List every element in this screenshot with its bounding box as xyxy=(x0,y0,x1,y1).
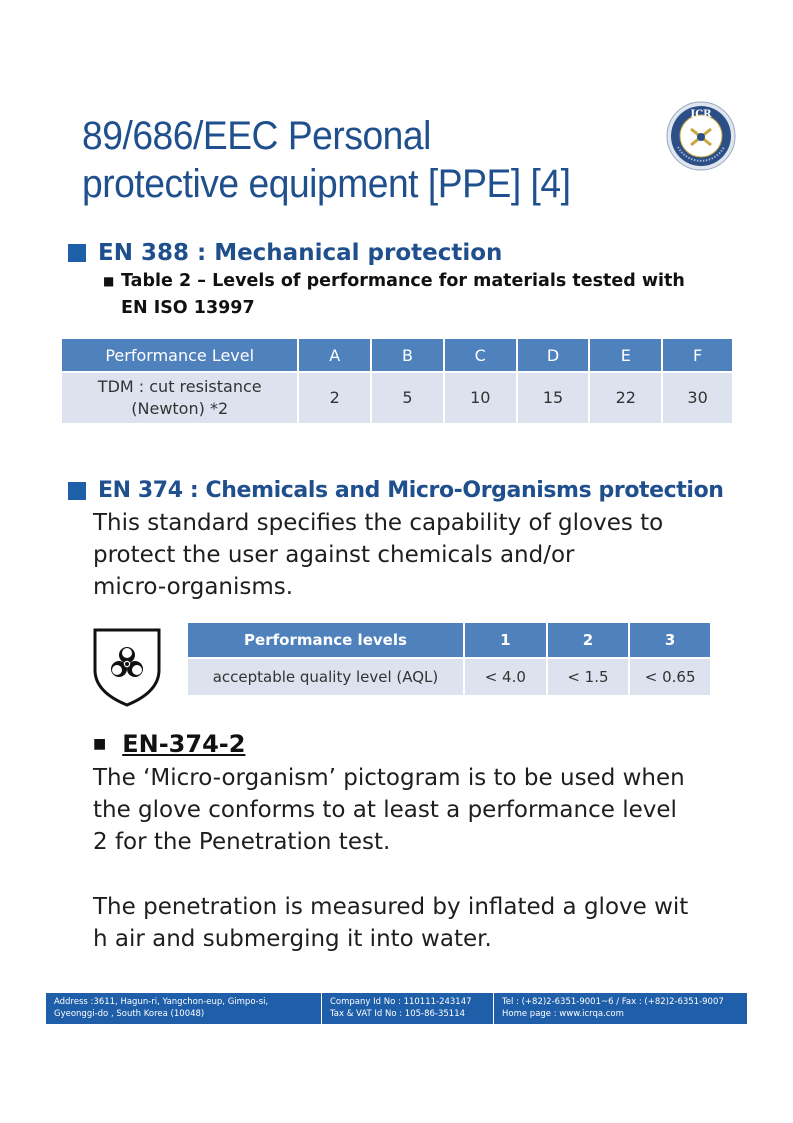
table-cell: < 4.0 xyxy=(464,658,547,696)
table-header-cell: Performance levels xyxy=(187,622,464,658)
table2-bullet-line-1: Table 2 – Levels of performance for materials tested with xyxy=(121,271,685,291)
en3742-p2-line-1: The penetration is measured by inflated a glove wit xyxy=(93,894,689,920)
page-title xyxy=(82,112,640,208)
biohazard-shield-icon xyxy=(91,626,163,708)
square-bullet-small-icon: ■ xyxy=(93,736,107,752)
table-header-cell: E xyxy=(589,338,662,372)
table-cell: 30 xyxy=(662,372,733,424)
row-label-line-2: (Newton) *2 xyxy=(131,399,229,418)
en374-description-line-2: protect the user against chemicals and/or xyxy=(93,542,575,568)
table-header-cell: F xyxy=(662,338,733,372)
table-row xyxy=(187,658,711,696)
section-en388-heading-text: EN 388 : Mechanical protection xyxy=(98,240,503,266)
table-header-cell: D xyxy=(517,338,590,372)
table2-bullet xyxy=(103,268,743,322)
footer-company-line-1: Company Id No : 110111-243147 xyxy=(330,997,472,1007)
page-footer xyxy=(46,993,747,1024)
en374-performance-table xyxy=(186,621,712,697)
en388-performance-table xyxy=(60,337,734,425)
table-header-row xyxy=(187,622,711,658)
table-header-row xyxy=(61,338,733,372)
en3742-p1-line-1: The ‘Micro-organism’ pictogram is to be used when xyxy=(93,765,685,791)
section-en388-heading xyxy=(68,240,502,266)
table-cell: < 0.65 xyxy=(629,658,711,696)
table-header-cell: 1 xyxy=(464,622,547,658)
en374-description xyxy=(93,507,743,603)
table-header-cell: 2 xyxy=(547,622,630,658)
section-en374-heading-text: EN 374 : Chemicals and Micro-Organisms protection xyxy=(98,478,724,503)
en3742-heading-text: EN-374-2 xyxy=(122,730,246,758)
en374-description-line-1: This standard specifies the capability of gloves to xyxy=(93,510,664,536)
footer-company-ids xyxy=(322,993,494,1024)
en3742-heading xyxy=(93,730,245,758)
table-cell: < 1.5 xyxy=(547,658,630,696)
table-row-label xyxy=(61,372,298,424)
square-bullet-small-icon: ■ xyxy=(103,274,115,288)
section-en374-heading xyxy=(68,478,724,503)
footer-address-line-2: Gyeonggi-do , South Korea (10048) xyxy=(54,1009,205,1019)
table-header-cell: A xyxy=(298,338,371,372)
table-cell: 22 xyxy=(589,372,662,424)
table-header-cell: 3 xyxy=(629,622,711,658)
row-label-line-1: TDM : cut resistance xyxy=(97,377,262,396)
en374-description-line-3: micro-organisms. xyxy=(93,574,294,600)
table-cell: 10 xyxy=(444,372,517,424)
title-line-1: 89/686/EEC Personal xyxy=(82,114,431,158)
table-cell: 2 xyxy=(298,372,371,424)
en3742-p1-line-3: 2 for the Penetration test. xyxy=(93,829,391,855)
logo-text: ICR xyxy=(690,109,712,120)
en3742-p1-line-2: the glove conforms to at least a performance level xyxy=(93,797,677,823)
en3742-paragraph-2 xyxy=(93,891,743,955)
table-cell: 15 xyxy=(517,372,590,424)
en3742-p2-line-2: h air and submerging it into water. xyxy=(93,926,492,952)
title-line-2: protective equipment [PPE] [4] xyxy=(82,162,571,206)
footer-company-line-2: Tax & VAT Id No : 105-86-35114 xyxy=(330,1009,466,1019)
table-cell: 5 xyxy=(371,372,444,424)
footer-address-line-1: Address :3611, Hagun-ri, Yangchon-eup, Gimpo-si, xyxy=(54,997,269,1007)
en3742-paragraph-1 xyxy=(93,762,743,858)
table-row xyxy=(61,372,733,424)
table-header-cell: C xyxy=(444,338,517,372)
footer-address xyxy=(46,993,322,1024)
footer-contact xyxy=(494,993,747,1024)
footer-contact-line-1: Tel : (+82)2-6351-9001~6 / Fax : (+82)2-6351-9007 xyxy=(502,997,724,1007)
square-bullet-icon xyxy=(68,244,86,262)
square-bullet-icon xyxy=(68,482,86,500)
table2-bullet-line-2: EN ISO 13997 xyxy=(121,298,255,318)
table-row-label: acceptable quality level (AQL) xyxy=(187,658,464,696)
icr-seal-logo-icon xyxy=(666,101,736,171)
footer-contact-line-2: Home page : www.icrqa.com xyxy=(502,1009,624,1019)
table-header-cell: B xyxy=(371,338,444,372)
table-header-cell: Performance Level xyxy=(61,338,298,372)
